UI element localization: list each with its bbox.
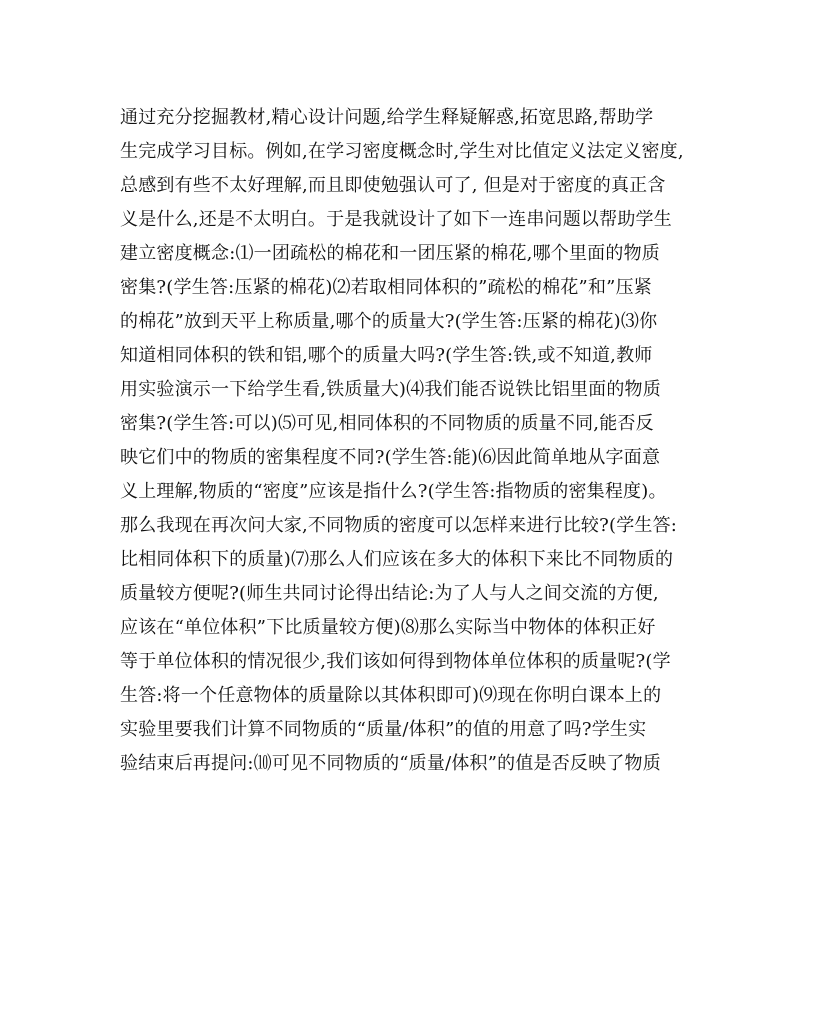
text-line: 密集?(学生答:可以)⑸可见,相同体积的不同物质的质量不同,能否反 (120, 413, 654, 434)
text-line: 知道相同体积的铁和铝,哪个的质量大吗?(学生答:铁,或不知道,教师 (120, 345, 653, 366)
text-line: 验结束后再提问:⑽可见不同物质的“质量/体积”的值是否反映了物质 (120, 753, 661, 774)
text-line: 建立密度概念:⑴一团疏松的棉花和一团压紧的棉花,哪个里面的物质 (120, 243, 660, 264)
text-line: 生完成学习目标。例如,在学习密度概念时,学生对比值定义法定义密度, (120, 141, 684, 162)
text-line: 义是什么,还是不太明白。于是我就设计了如下一连串问题以帮助学生 (120, 209, 672, 230)
text-line: 质量较方便呢?(师生共同讨论得出结论:为了人与人之间交流的方便, (120, 583, 659, 604)
text-line: 生答:将一个任意物体的质量除以其体积即可)⑼现在你明白课本上的 (120, 685, 662, 706)
body-paragraph (120, 101, 720, 781)
text-line: 密集?(学生答:压紧的棉花)⑵若取相同体积的”疏松的棉花”和”压紧 (120, 277, 652, 298)
text-line: 等于单位体积的情况很少,我们该如何得到物体单位体积的质量呢?(学 (120, 651, 671, 672)
text-line: 那么我现在再次问大家,不同物质的密度可以怎样来进行比较?(学生答: (120, 515, 678, 536)
text-line: 应该在“单位体积”下比质量较方便)⑻那么实际当中物体的体积正好 (120, 617, 656, 638)
text-line: 用实验演示一下给学生看,铁质量大)⑷我们能否说铁比铝里面的物质 (120, 379, 661, 400)
text-line: 总感到有些不太好理解,而且即使勉强认可了, 但是对于密度的真正含 (120, 175, 666, 196)
text-line: 义上理解,物质的“密度”应该是指什么?(学生答:指物质的密集程度)。 (120, 481, 667, 502)
text-line: 比相同体积下的质量)⑺那么人们应该在多大的体积下来比不同物质的 (120, 549, 674, 570)
text-line: 映它们中的物质的密集程度不同?(学生答:能)⑹因此简单地从字面意 (120, 447, 661, 468)
text-line: 实验里要我们计算不同物质的“质量/体积”的值的用意了吗?学生实 (120, 719, 647, 740)
text-line: 的棉花”放到天平上称质量,哪个的质量大?(学生答:压紧的棉花)⑶你 (120, 311, 658, 332)
text-line: 通过充分挖掘教材,精心设计问题,给学生释疑解惑,拓宽思路,帮助学 (120, 107, 654, 128)
